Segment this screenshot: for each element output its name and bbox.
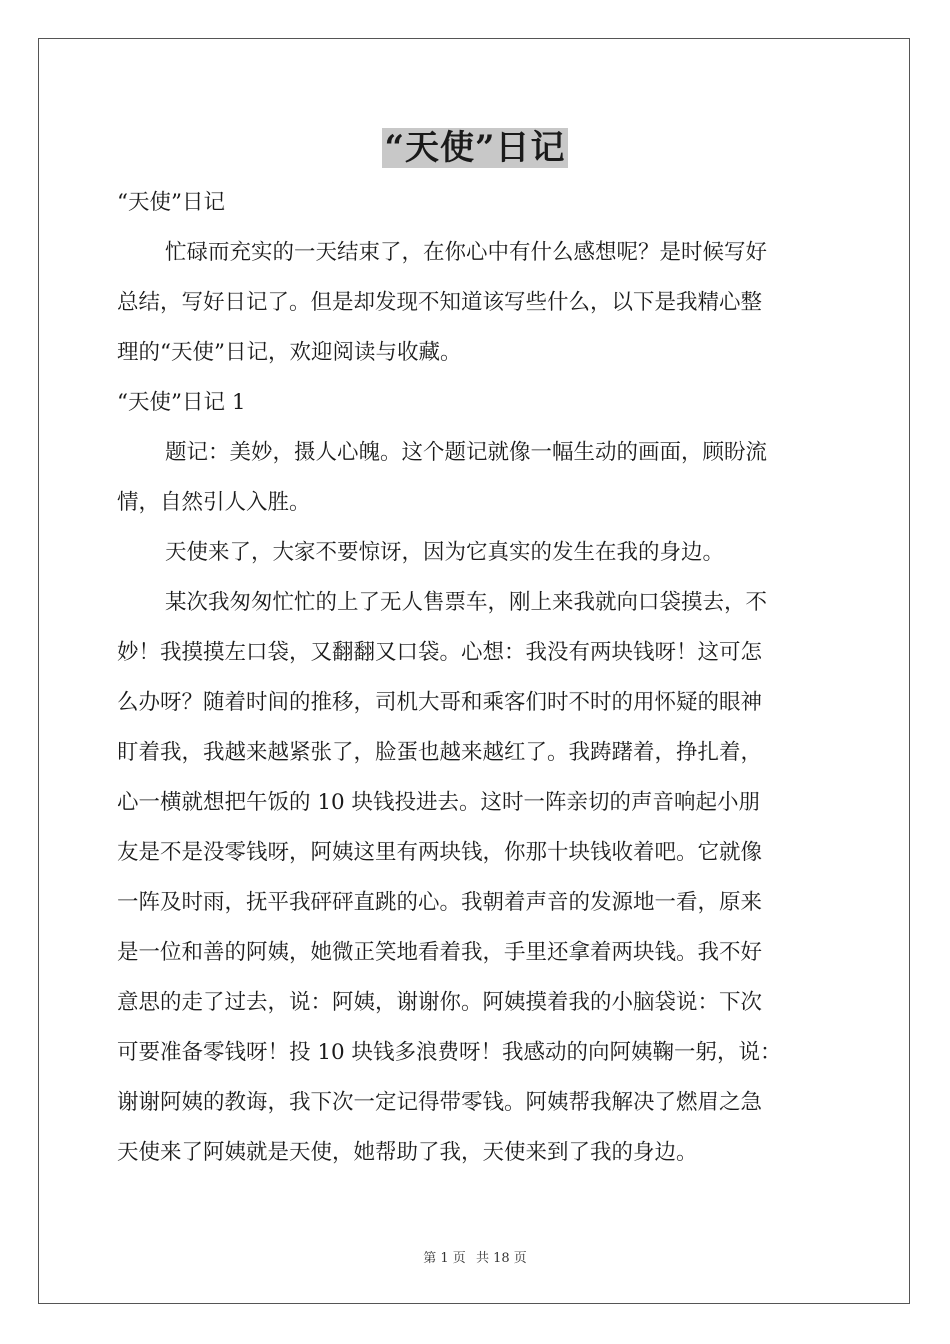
page-footer: [0, 1247, 950, 1266]
text-line: 一阵及时雨，抚平我砰砰直跳的心。我朝着声音的发源地一看，原来: [117, 890, 763, 915]
paragraph-2: [117, 528, 837, 578]
text-line: 天使来了阿姨就是天使，她帮助了我，天使来到了我的身边。: [117, 1140, 698, 1165]
title-container: [0, 128, 950, 168]
text-line: 情，自然引人入胜。: [117, 490, 311, 515]
page-number: 第 1 页: [423, 1251, 466, 1266]
text-line: 友是不是没零钱呀，阿姨这里有两块钱，你那十块钱收着吧。它就像: [117, 840, 763, 865]
text-line: 谢谢阿姨的教诲，我下次一定记得带零钱。阿姨帮我解决了燃眉之急: [117, 1090, 763, 1115]
intro-paragraph: [117, 228, 837, 378]
document-body: [117, 178, 837, 1178]
text-line: 总结，写好日记了。但是却发现不知道该写些什么，以下是我精心整: [117, 290, 763, 315]
text-line: 妙！我摸摸左口袋，又翻翻又口袋。心想：我没有两块钱呀！这可怎: [117, 640, 763, 665]
text-line: 题记：美妙，摄人心魄。这个题记就像一幅生动的画面，顾盼流: [165, 440, 768, 465]
page-total: 共 18 页: [475, 1251, 527, 1266]
text-line: 心一横就想把午饭的 10 块钱投进去。这时一阵亲切的声音响起小朋: [117, 790, 761, 815]
text-line: 盯着我，我越来越紧张了，脸蛋也越来越红了。我踌躇着，挣扎着，: [117, 740, 763, 765]
text-line: 理的“天使”日记，欢迎阅读与收藏。: [117, 340, 462, 365]
document-title: “天使”日记: [384, 128, 566, 168]
paragraph-1: [117, 428, 837, 528]
text-line: 天使来了，大家不要惊讶，因为它真实的发生在我的身边。: [165, 540, 725, 565]
section-heading: “天使”日记 1: [117, 390, 246, 415]
text-line: 意思的走了过去，说：阿姨，谢谢你。阿姨摸着我的小脑袋说：下次: [117, 990, 763, 1015]
text-line: 可要准备零钱呀！投 10 块钱多浪费呀！我感动的向阿姨鞠一躬，说：: [117, 1040, 782, 1065]
paragraph-3: [117, 578, 837, 1178]
text-line: 某次我匆匆忙忙的上了无人售票车，刚上来我就向口袋摸去，不: [165, 590, 768, 615]
text-line: 是一位和善的阿姨，她微正笑地看着我，手里还拿着两块钱。我不好: [117, 940, 763, 965]
text-line: 忙碌而充实的一天结束了，在你心中有什么感想呢？是时候写好: [165, 240, 768, 265]
subtitle: “天使”日记: [117, 190, 225, 215]
text-line: 么办呀？随着时间的推移，司机大哥和乘客们时不时的用怀疑的眼神: [117, 690, 763, 715]
